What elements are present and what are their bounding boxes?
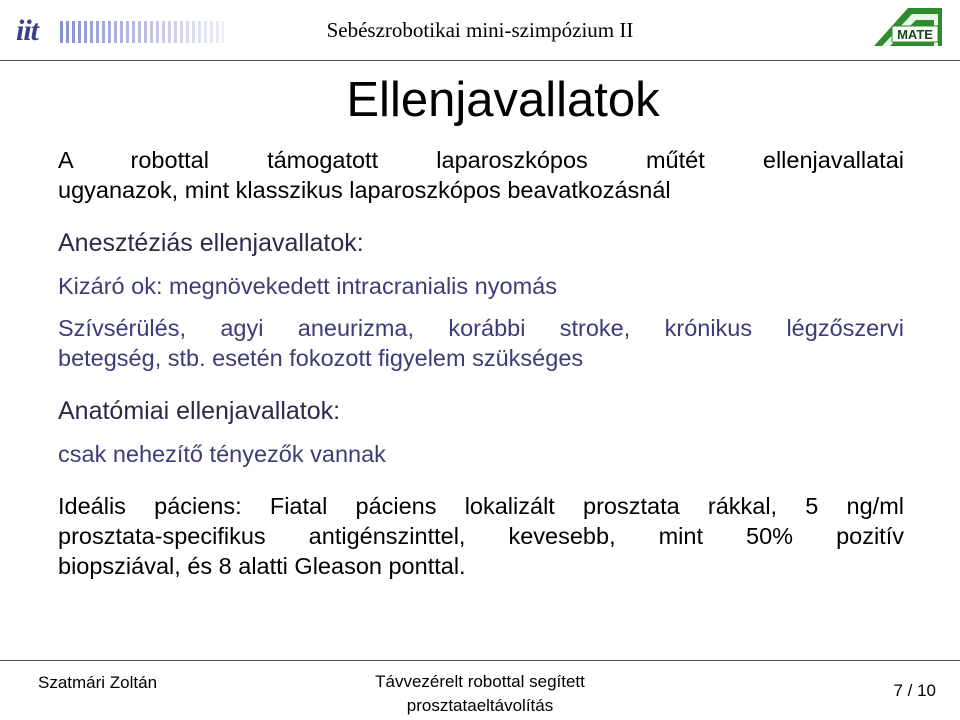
mate-logo-text: MATE [897, 27, 933, 42]
page-number: 7 / 10 [893, 681, 936, 700]
footer-topic [0, 670, 960, 718]
footer-divider [0, 660, 960, 661]
anesthesia-heading: Anesztéziás ellenjavallatok: [58, 229, 364, 257]
ideal-patient-line-2: prosztata-specifikus antigénszinttel, kevesebb, mint 50% pozitív [58, 523, 904, 549]
anatomy-heading: Anatómiai ellenjavallatok: [58, 397, 341, 425]
anesthesia-exclusion: Kizáró ok: megnövekedett intracranialis nyomás [58, 273, 557, 299]
footer-author: Szatmári Zoltán [38, 673, 158, 692]
intro-line-2: ugyanazok, mint klasszikus laparoszkópos beavatkozásnál [58, 177, 671, 203]
footer-topic-line-1: Távvezérelt robottal segített [375, 672, 585, 691]
slide-header [0, 0, 960, 60]
mate-logo [868, 4, 948, 50]
anatomy-note: csak nehezítő tényezők vannak [58, 441, 386, 467]
footer-topic-line-2: prosztataeltávolítás [406, 696, 554, 715]
iit-logo-text: iit [16, 14, 39, 47]
ideal-patient-line-3: biopsziával, és 8 alatti Gleason ponttal. [58, 553, 466, 579]
ideal-patient-line-1: Ideális páciens: Fiatal páciens lokalizált prosztata rákkal, 5 ng/ml [58, 493, 904, 519]
intro-line-1: A robottal támogatott laparoszkópos műtét ellenjavallatai [58, 147, 904, 173]
header-title: Sebészrobotikai mini-szimpózium II [326, 18, 634, 42]
slide-title: Ellenjavallatok [346, 73, 660, 127]
header-divider [0, 60, 960, 61]
slide-content [58, 145, 904, 581]
anesthesia-caution-line-1: Szívsérülés, agyi aneurizma, korábbi stroke, krónikus légzőszervi [58, 315, 904, 341]
anesthesia-caution-line-2: betegség, stb. esetén fokozott figyelem szükséges [58, 345, 584, 371]
